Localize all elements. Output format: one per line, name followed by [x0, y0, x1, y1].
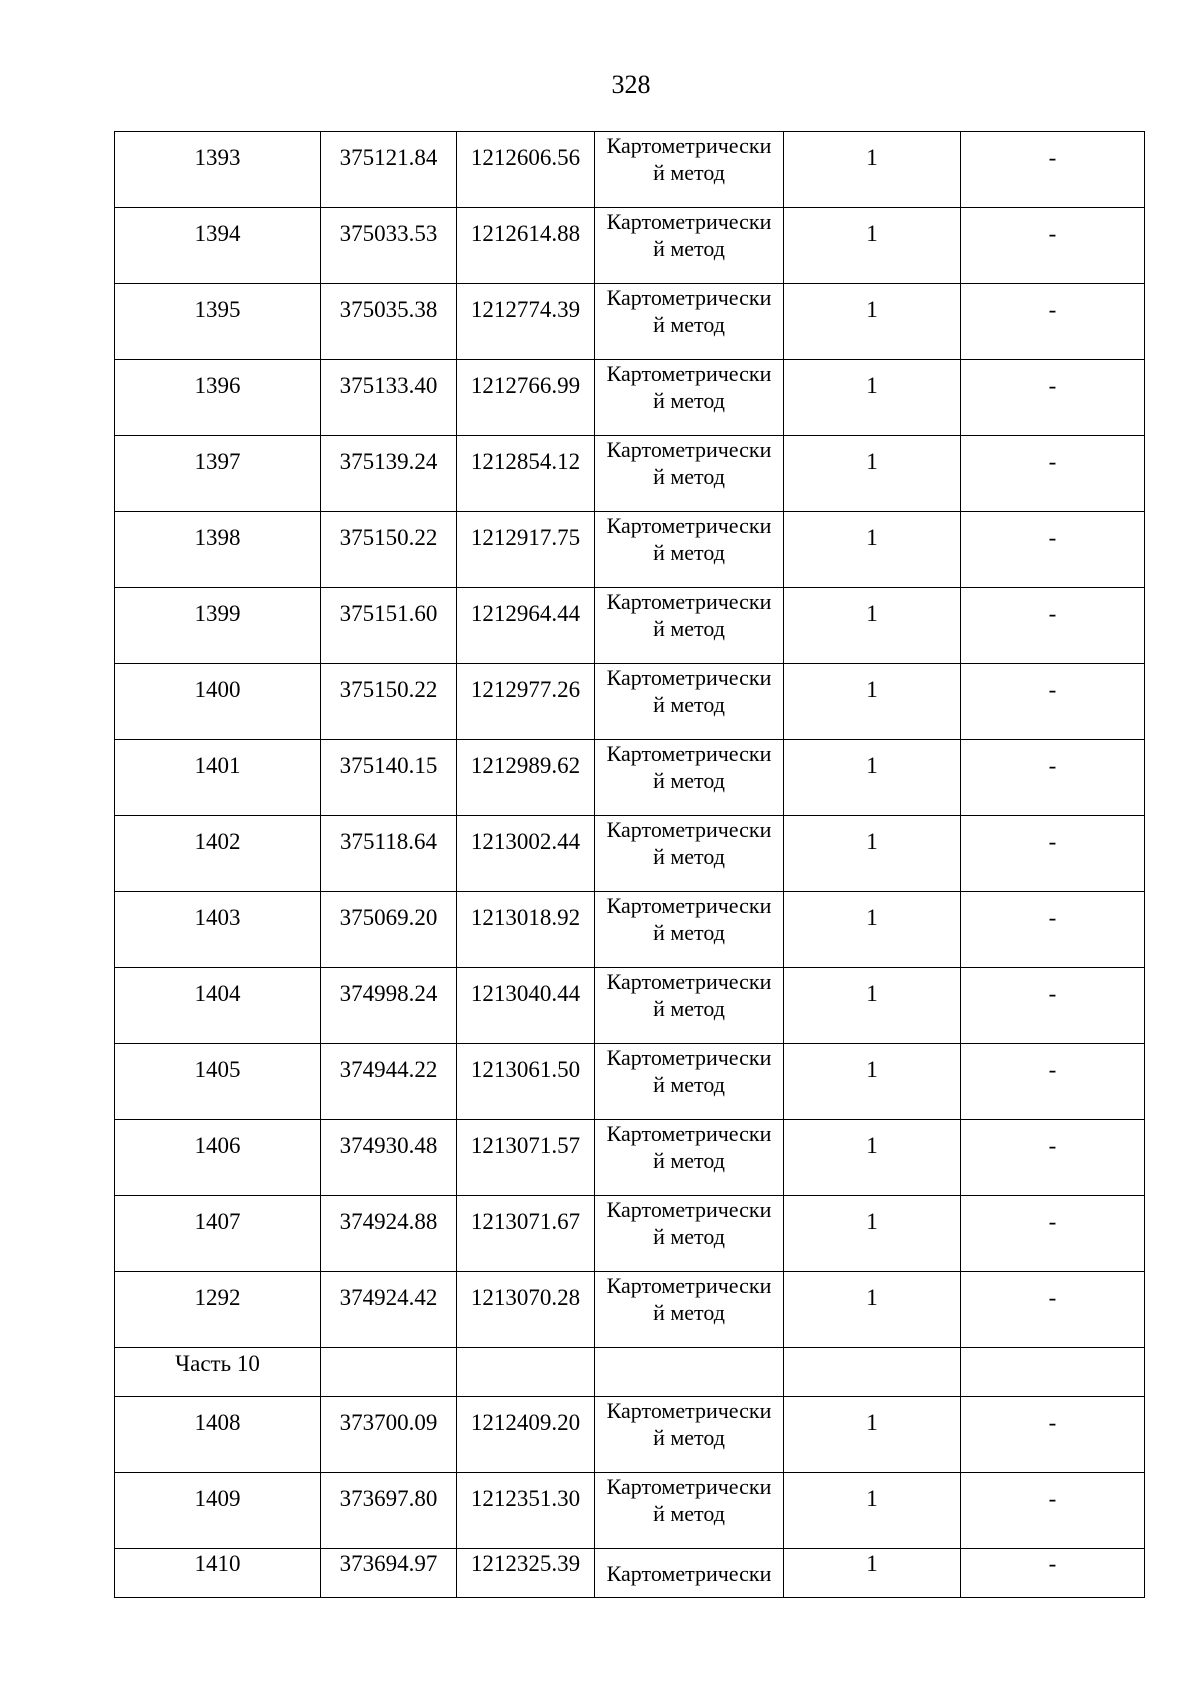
method-line-1: Картометрически	[606, 665, 772, 690]
x-coordinate-cell: 374930.48	[321, 1120, 457, 1196]
accuracy-cell: 1	[784, 208, 961, 284]
table-row	[115, 1272, 1145, 1348]
method-cell	[595, 816, 784, 892]
table-row	[115, 208, 1145, 284]
y-coordinate-cell: 1212325.39	[457, 1549, 595, 1598]
x-coordinate-cell: 375139.24	[321, 436, 457, 512]
note-cell: -	[961, 968, 1145, 1044]
y-coordinate-cell: 1212917.75	[457, 512, 595, 588]
method-line-2: й метод	[653, 692, 725, 717]
accuracy-cell: 1	[784, 1473, 961, 1549]
point-id-cell: 1406	[115, 1120, 321, 1196]
note-cell: -	[961, 360, 1145, 436]
method-line-1: Картометрически	[606, 589, 772, 614]
point-id-cell: 1292	[115, 1272, 321, 1348]
table-row	[115, 968, 1145, 1044]
method-cell	[595, 1397, 784, 1473]
note-cell: -	[961, 1120, 1145, 1196]
accuracy-cell: 1	[784, 968, 961, 1044]
y-coordinate-cell: 1212614.88	[457, 208, 595, 284]
table-row	[115, 1473, 1145, 1549]
method-line-1: Картометрически	[606, 361, 772, 386]
y-coordinate-cell: 1213070.28	[457, 1272, 595, 1348]
accuracy-cell: 1	[784, 664, 961, 740]
table-row	[115, 512, 1145, 588]
method-cell	[595, 1120, 784, 1196]
y-coordinate-cell: 1213040.44	[457, 968, 595, 1044]
point-id-cell: 1398	[115, 512, 321, 588]
note-cell: -	[961, 740, 1145, 816]
table-row	[115, 1196, 1145, 1272]
table-row	[115, 816, 1145, 892]
method-cell: Картометрически	[595, 1549, 784, 1598]
method-line-1: Картометрически	[606, 513, 772, 538]
note-cell: -	[961, 1397, 1145, 1473]
point-id-cell: 1408	[115, 1397, 321, 1473]
accuracy-cell: 1	[784, 1549, 961, 1598]
section-label: Часть 10	[115, 1348, 321, 1397]
y-coordinate-cell: 1212977.26	[457, 664, 595, 740]
accuracy-cell: 1	[784, 1397, 961, 1473]
table-row	[115, 1549, 1145, 1598]
method-line-1: Картометрически	[606, 1398, 772, 1423]
y-coordinate-cell: 1212409.20	[457, 1397, 595, 1473]
table-row	[115, 892, 1145, 968]
y-coordinate-cell: 1213061.50	[457, 1044, 595, 1120]
method-line-2: й метод	[653, 540, 725, 565]
note-cell: -	[961, 436, 1145, 512]
table-row	[115, 740, 1145, 816]
accuracy-cell: 1	[784, 816, 961, 892]
x-coordinate-cell: 374998.24	[321, 968, 457, 1044]
note-cell: -	[961, 284, 1145, 360]
method-line-1: Картометрически	[606, 817, 772, 842]
y-coordinate-cell: 1212351.30	[457, 1473, 595, 1549]
x-coordinate-cell: 374924.42	[321, 1272, 457, 1348]
table-row	[115, 132, 1145, 208]
note-cell: -	[961, 664, 1145, 740]
method-cell	[595, 968, 784, 1044]
method-line-1: Картометрически	[606, 133, 772, 158]
page-number: 328	[611, 70, 651, 99]
empty-cell	[784, 1348, 961, 1397]
note-cell: -	[961, 132, 1145, 208]
y-coordinate-cell: 1213071.67	[457, 1196, 595, 1272]
point-id-cell: 1395	[115, 284, 321, 360]
point-id-cell: 1403	[115, 892, 321, 968]
method-line-2: й метод	[653, 1425, 725, 1450]
method-line-2: й метод	[653, 768, 725, 793]
x-coordinate-cell: 375133.40	[321, 360, 457, 436]
point-id-cell: 1407	[115, 1196, 321, 1272]
method-cell	[595, 284, 784, 360]
method-line-2: й метод	[653, 1501, 725, 1526]
accuracy-cell: 1	[784, 436, 961, 512]
y-coordinate-cell: 1213018.92	[457, 892, 595, 968]
note-cell: -	[961, 1196, 1145, 1272]
coordinates-table	[114, 131, 1145, 1598]
method-line-2: й метод	[653, 388, 725, 413]
accuracy-cell: 1	[784, 132, 961, 208]
x-coordinate-cell: 375150.22	[321, 512, 457, 588]
method-line-2: й метод	[653, 996, 725, 1021]
x-coordinate-cell: 373697.80	[321, 1473, 457, 1549]
method-line-1: Картометрически	[606, 1121, 772, 1146]
accuracy-cell: 1	[784, 1272, 961, 1348]
method-cell	[595, 1272, 784, 1348]
method-line-2: й метод	[653, 616, 725, 641]
x-coordinate-cell: 375035.38	[321, 284, 457, 360]
method-cell	[595, 360, 784, 436]
method-cell	[595, 1196, 784, 1272]
method-line-2: й метод	[653, 236, 725, 261]
method-cell	[595, 1044, 784, 1120]
x-coordinate-cell: 375150.22	[321, 664, 457, 740]
note-cell: -	[961, 512, 1145, 588]
point-id-cell: 1396	[115, 360, 321, 436]
method-line-1: Картометрически	[606, 1197, 772, 1222]
accuracy-cell: 1	[784, 1120, 961, 1196]
method-line-1: Картометрически	[606, 1045, 772, 1070]
x-coordinate-cell: 375069.20	[321, 892, 457, 968]
method-cell	[595, 664, 784, 740]
y-coordinate-cell: 1212774.39	[457, 284, 595, 360]
x-coordinate-cell: 375118.64	[321, 816, 457, 892]
y-coordinate-cell: 1212766.99	[457, 360, 595, 436]
accuracy-cell: 1	[784, 512, 961, 588]
method-cell	[595, 132, 784, 208]
method-cell	[595, 1473, 784, 1549]
x-coordinate-cell: 373700.09	[321, 1397, 457, 1473]
y-coordinate-cell: 1212854.12	[457, 436, 595, 512]
table-row	[115, 436, 1145, 512]
method-line-1: Картометрически	[606, 741, 772, 766]
note-cell: -	[961, 816, 1145, 892]
note-cell: -	[961, 588, 1145, 664]
method-line-2: й метод	[653, 844, 725, 869]
method-cell	[595, 588, 784, 664]
table-row	[115, 1044, 1145, 1120]
table-row	[115, 1120, 1145, 1196]
point-id-cell: 1410	[115, 1549, 321, 1598]
table-row	[115, 664, 1145, 740]
method-cell	[595, 436, 784, 512]
method-line-2: й метод	[653, 464, 725, 489]
method-line-1: Картометрически	[606, 969, 772, 994]
note-cell: -	[961, 1549, 1145, 1598]
y-coordinate-cell: 1212964.44	[457, 588, 595, 664]
method-cell	[595, 208, 784, 284]
point-id-cell: 1402	[115, 816, 321, 892]
method-line-2: й метод	[653, 920, 725, 945]
method-line-1: Картометрически	[606, 1474, 772, 1499]
point-id-cell: 1393	[115, 132, 321, 208]
method-line-1: Картометрически	[606, 1273, 772, 1298]
point-id-cell: 1409	[115, 1473, 321, 1549]
method-line-1: Картометрически	[606, 893, 772, 918]
y-coordinate-cell: 1212606.56	[457, 132, 595, 208]
note-cell: -	[961, 1272, 1145, 1348]
section-row	[115, 1348, 1145, 1397]
note-cell: -	[961, 1044, 1145, 1120]
x-coordinate-cell: 374924.88	[321, 1196, 457, 1272]
method-line-2: й метод	[653, 1072, 725, 1097]
method-line-2: й метод	[653, 1224, 725, 1249]
accuracy-cell: 1	[784, 588, 961, 664]
accuracy-cell: 1	[784, 1044, 961, 1120]
table-row	[115, 284, 1145, 360]
empty-cell	[595, 1348, 784, 1397]
note-cell: -	[961, 892, 1145, 968]
x-coordinate-cell: 375151.60	[321, 588, 457, 664]
y-coordinate-cell: 1212989.62	[457, 740, 595, 816]
method-line-2: й метод	[653, 1300, 725, 1325]
method-line-2: й метод	[653, 312, 725, 337]
table-row	[115, 360, 1145, 436]
empty-cell	[457, 1348, 595, 1397]
method-line-2: й метод	[653, 1148, 725, 1173]
point-id-cell: 1404	[115, 968, 321, 1044]
point-id-cell: 1405	[115, 1044, 321, 1120]
point-id-cell: 1394	[115, 208, 321, 284]
y-coordinate-cell: 1213002.44	[457, 816, 595, 892]
empty-cell	[321, 1348, 457, 1397]
table-row	[115, 1397, 1145, 1473]
table-row	[115, 588, 1145, 664]
x-coordinate-cell: 374944.22	[321, 1044, 457, 1120]
point-id-cell: 1397	[115, 436, 321, 512]
method-line-1: Картометрически	[606, 437, 772, 462]
method-cell	[595, 512, 784, 588]
x-coordinate-cell: 375121.84	[321, 132, 457, 208]
point-id-cell: 1399	[115, 588, 321, 664]
method-cell	[595, 740, 784, 816]
method-line-2: й метод	[653, 160, 725, 185]
accuracy-cell: 1	[784, 740, 961, 816]
x-coordinate-cell: 375033.53	[321, 208, 457, 284]
accuracy-cell: 1	[784, 1196, 961, 1272]
x-coordinate-cell: 373694.97	[321, 1549, 457, 1598]
x-coordinate-cell: 375140.15	[321, 740, 457, 816]
accuracy-cell: 1	[784, 360, 961, 436]
accuracy-cell: 1	[784, 284, 961, 360]
point-id-cell: 1400	[115, 664, 321, 740]
method-line-1: Картометрически	[606, 285, 772, 310]
method-cell	[595, 892, 784, 968]
y-coordinate-cell: 1213071.57	[457, 1120, 595, 1196]
method-line-1: Картометрически	[606, 209, 772, 234]
note-cell: -	[961, 208, 1145, 284]
empty-cell	[961, 1348, 1145, 1397]
note-cell: -	[961, 1473, 1145, 1549]
accuracy-cell: 1	[784, 892, 961, 968]
point-id-cell: 1401	[115, 740, 321, 816]
